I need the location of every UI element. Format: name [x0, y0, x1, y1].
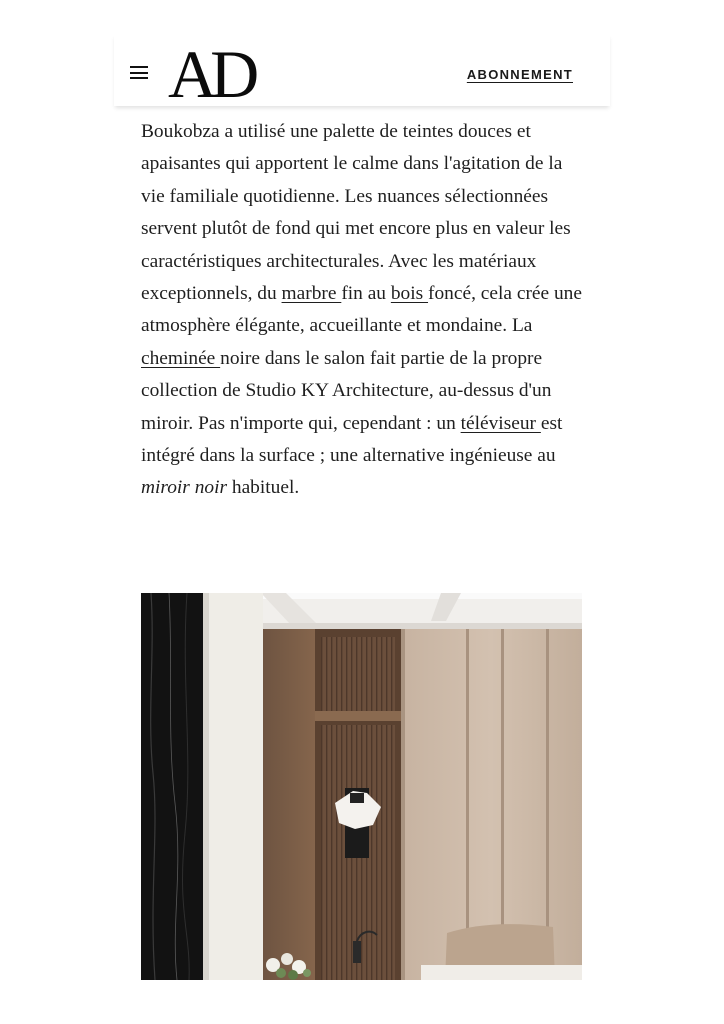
link-marbre[interactable]: marbre [281, 283, 342, 305]
subscribe-link[interactable]: ABONNEMENT [466, 67, 573, 82]
article-photo [141, 593, 582, 980]
link-cheminee[interactable]: cheminée [141, 347, 221, 369]
link-bois[interactable]: bois [390, 283, 429, 305]
text-segment: fin au [341, 283, 391, 305]
ad-logo[interactable]: AD [168, 36, 253, 112]
text-segment: Boukobza a utilisé une palette de teintes douces et apaisantes qui apportent le calme dans l'agitation de la vie familiale quotidienne. Les nuances sélectionnées servent plutôt de fond qui met encore plus en valeur les caractéristiques architecturales. Avec les matériaux exceptionnels, du [141, 121, 571, 305]
text-segment: noire dans le salon fait partie de la propre collection de Studio KY Architecture, au-dessus d'un miroir. Pas n'importe qui, cependant : un [141, 347, 552, 434]
text-segment: habituel. [227, 477, 300, 499]
text-segment: est intégré dans la surface ; une alternative ingénieuse au [141, 412, 563, 467]
site-header [114, 34, 610, 112]
hamburger-menu-icon[interactable] [130, 66, 152, 82]
text-segment: foncé, cela crée une atmosphère élégante, accueillante et mondaine. La [141, 283, 582, 337]
link-televiseur[interactable]: téléviseur [460, 412, 541, 434]
emphasis-miroir-noir: miroir noir [141, 477, 228, 499]
interior-photo-illustration [141, 593, 582, 980]
article-body [141, 116, 587, 505]
article-paragraph [141, 116, 587, 505]
